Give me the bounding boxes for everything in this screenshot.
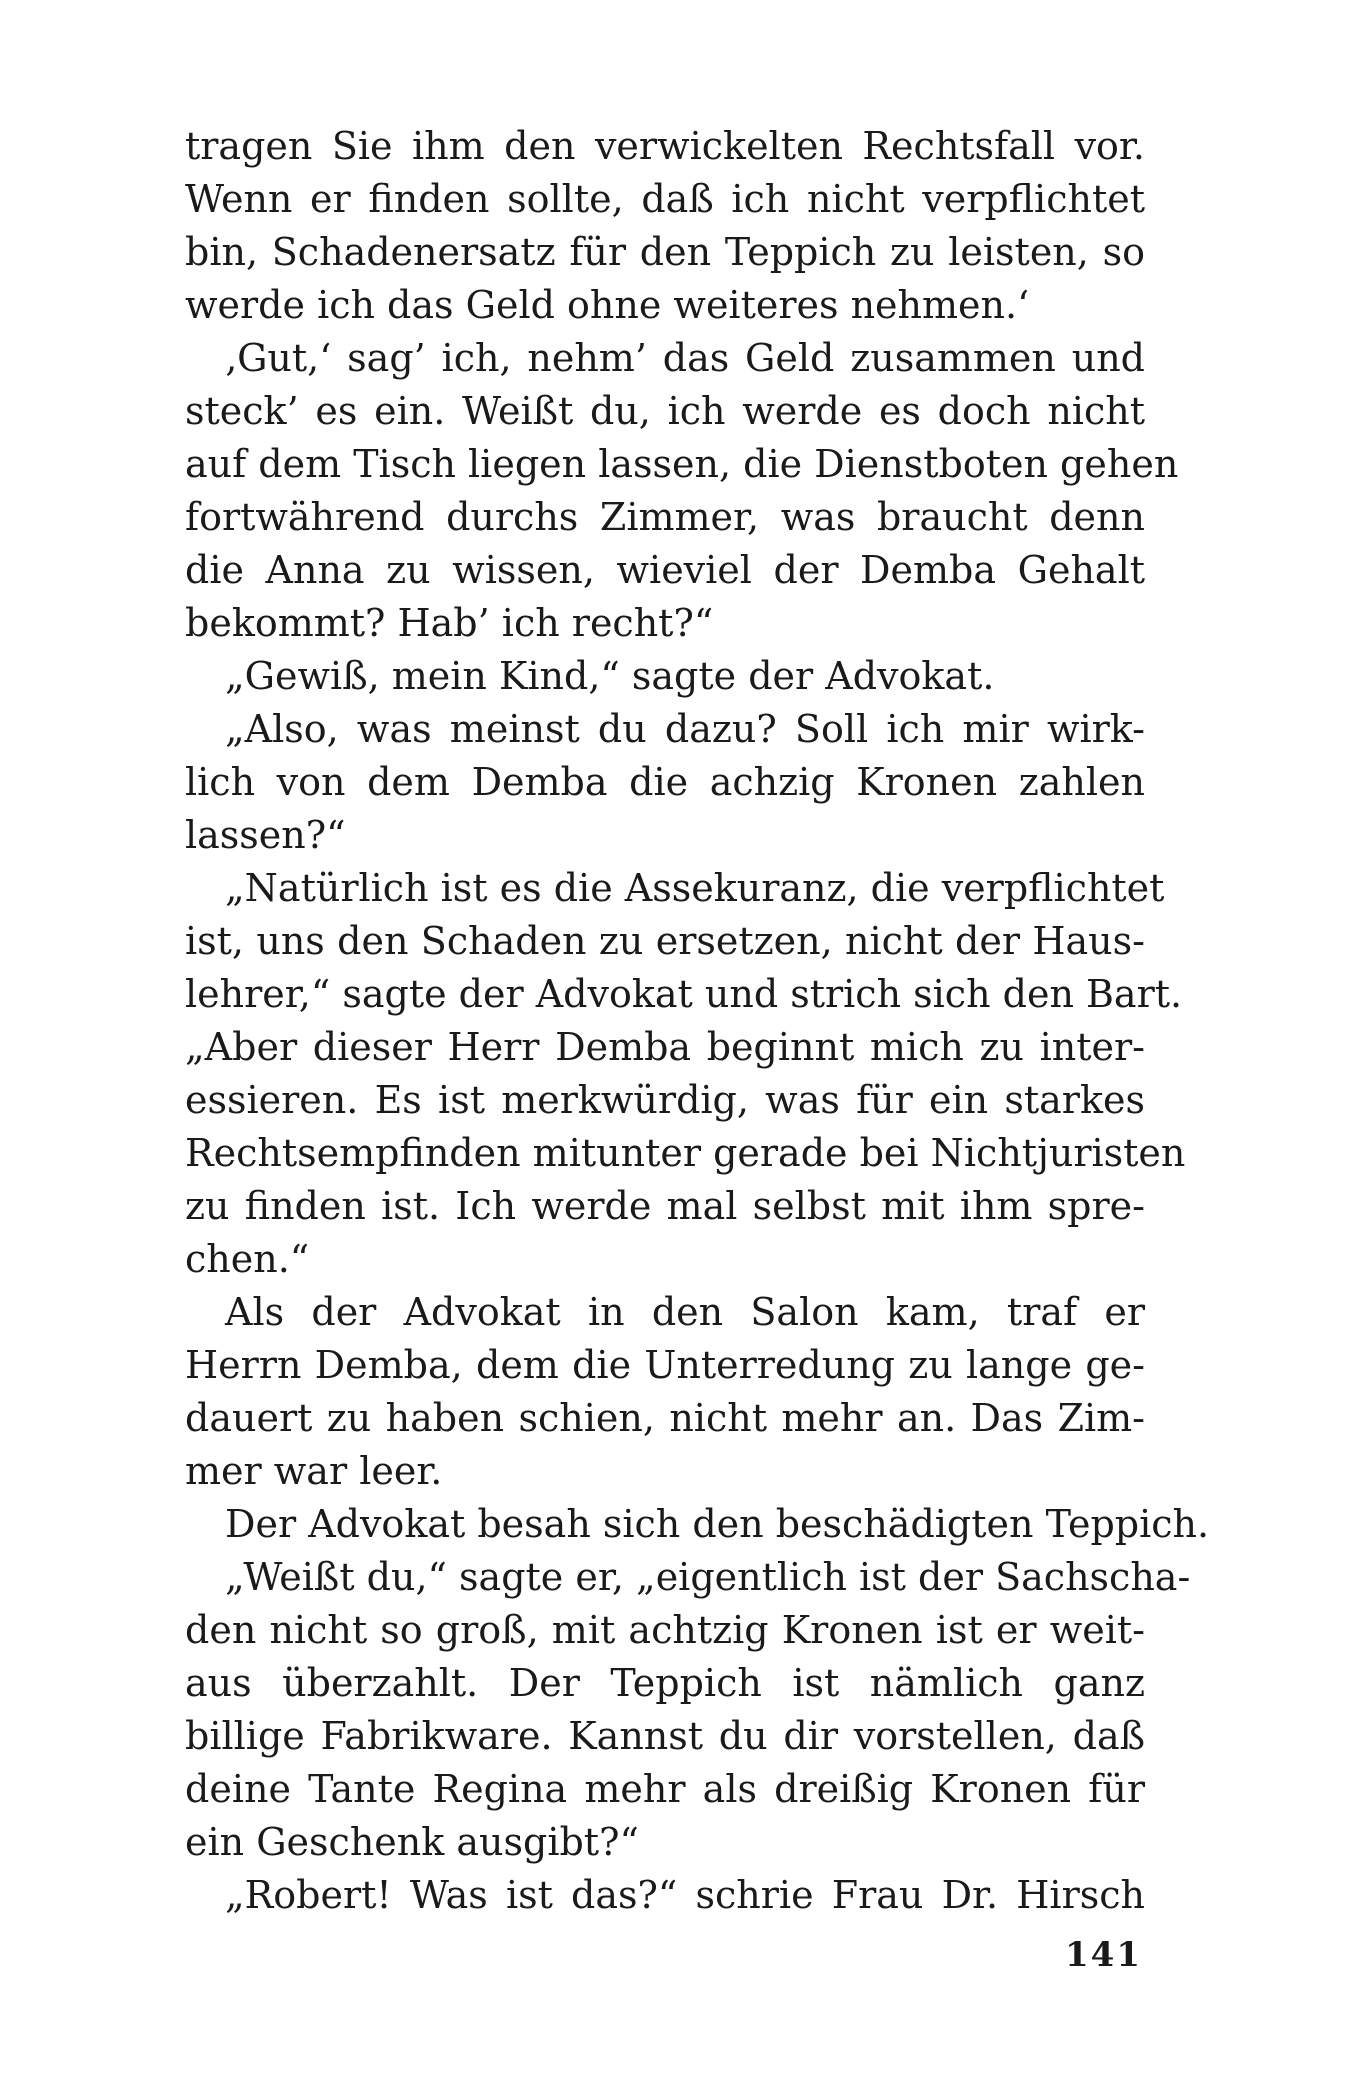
text-line: billige Fabrikware. Kannst du dir vorstellen, daß: [185, 1714, 1145, 1758]
text-line: lehrer,“ sagte der Advokat und strich sich den Bart.: [185, 972, 1183, 1016]
text-line: auf dem Tisch liegen lassen, die Dienstboten gehen: [185, 442, 1179, 486]
text-line: steck’ es ein. Weißt du, ich werde es doch nicht: [185, 389, 1145, 433]
text-line: lassen?“: [185, 813, 346, 857]
text-line: lich von dem Demba die achzig Kronen zahlen: [185, 760, 1145, 804]
text-line: „Gewiß, mein Kind,“ sagte der Advokat.: [225, 654, 995, 698]
text-line: ist, uns den Schaden zu ersetzen, nicht der Haus-: [185, 919, 1145, 963]
text-line: Der Advokat besah sich den beschädigten Teppich.: [225, 1502, 1210, 1546]
body-text: [185, 120, 1210, 1922]
text-line: „Robert! Was ist das?“ schrie Frau Dr. Hirsch: [225, 1873, 1145, 1917]
text-line: die Anna zu wissen, wieviel der Demba Gehalt: [185, 548, 1145, 592]
text-line: tragen Sie ihm den verwickelten Rechtsfall vor.: [185, 124, 1145, 168]
text-line: Rechtsempfinden mitunter gerade bei Nichtjuristen: [185, 1131, 1186, 1175]
text-line: „Aber dieser Herr Demba beginnt mich zu inter-: [185, 1025, 1145, 1069]
text-line: aus überzahlt. Der Teppich ist nämlich ganz: [185, 1661, 1145, 1705]
text-line: ‚Gut,‘ sag’ ich, nehm’ das Geld zusammen und: [225, 336, 1145, 380]
text-line: mer war leer.: [185, 1449, 443, 1493]
text-line: werde ich das Geld ohne weiteres nehmen.‘: [185, 283, 1030, 327]
text-line: Als der Advokat in den Salon kam, traf er: [225, 1290, 1145, 1334]
text-line: deine Tante Regina mehr als dreißig Kronen für: [185, 1767, 1145, 1811]
text-line: Herrn Demba, dem die Unterredung zu lange ge-: [185, 1343, 1145, 1387]
text-line: bin, Schadenersatz für den Teppich zu leisten, so: [185, 230, 1145, 274]
page-number: 141: [1065, 1935, 1142, 1975]
text-line: fortwährend durchs Zimmer, was braucht denn: [185, 495, 1145, 539]
text-line: chen.“: [185, 1237, 310, 1281]
text-line: „Natürlich ist es die Assekuranz, die verpflichtet: [225, 866, 1165, 910]
text-line: ein Geschenk ausgibt?“: [185, 1820, 639, 1864]
text-line: essieren. Es ist merkwürdig, was für ein starkes: [185, 1078, 1145, 1122]
text-line: zu finden ist. Ich werde mal selbst mit ihm spre-: [185, 1184, 1145, 1228]
text-line: „Also, was meinst du dazu? Soll ich mir wirk-: [225, 707, 1145, 751]
text-line: bekommt? Hab’ ich recht?“: [185, 601, 714, 645]
text-line: Wenn er finden sollte, daß ich nicht verpflichtet: [185, 177, 1145, 221]
text-line: dauert zu haben schien, nicht mehr an. Das Zim-: [185, 1396, 1145, 1440]
text-line: „Weißt du,“ sagte er, „eigentlich ist der Sachscha-: [225, 1555, 1191, 1599]
text-line: den nicht so groß, mit achtzig Kronen ist er weit-: [185, 1608, 1145, 1652]
